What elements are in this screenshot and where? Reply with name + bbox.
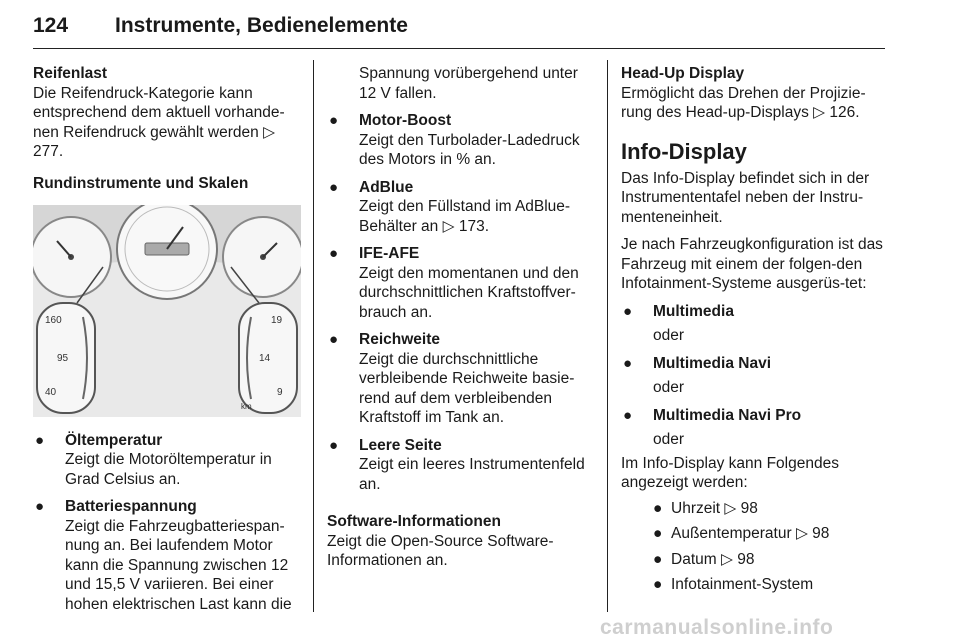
ref-arrow-icon: ▷ <box>813 104 826 121</box>
bullet-icon: ● <box>329 331 339 348</box>
bullet-icon: ● <box>623 302 633 320</box>
chapter-title: Instrumente, Bedienelemente <box>115 14 408 37</box>
rundinstrumente-title: Rundinstrumente und Skalen <box>33 174 249 192</box>
item-text: Zeigt den Turbolader-Ladedruck des Motors in % an. <box>359 131 580 168</box>
column-1 <box>33 64 303 614</box>
display-item: ● Uhrzeit ▷ 98 <box>653 499 758 517</box>
system-item <box>621 406 885 450</box>
list-item <box>33 497 303 614</box>
system-name: Multimedia Navi <box>653 354 771 372</box>
continued-text: Spannung vorübergehend unter 12 V fallen. <box>359 65 578 102</box>
page-number: 124 <box>33 14 69 37</box>
gauge-right-label-0: 19 <box>271 315 283 326</box>
page-header <box>33 14 885 48</box>
ref-arrow-icon: ▷ <box>795 525 808 542</box>
bullet-icon: ● <box>653 550 663 568</box>
system-separator: oder <box>653 431 685 448</box>
reifenlast-text: Die Reifendruck-Kategorie kann entsprechend dem aktuell vorhande-nen Reifendruck gewählt werden ▷ 277. <box>33 84 285 160</box>
system-item <box>621 302 885 346</box>
gauge-right-unit: km <box>241 402 252 411</box>
bullet-icon: ● <box>653 499 663 517</box>
bullet-icon: ● <box>623 354 633 372</box>
item-text: Zeigt den momentanen und den durchschnittlichen Kraftstoffver-brauch an. <box>359 264 579 321</box>
item-text: Zeigt ein leeres Instrumentenfeld an. <box>359 456 585 493</box>
info-paragraph-1: Das Info-Display befindet sich in der Instrumententafel neben der Instru-menteneinheit. <box>621 169 870 226</box>
list-item <box>327 111 592 170</box>
list-item <box>33 431 303 490</box>
header-rule <box>33 48 885 49</box>
gauge-left-label-1: 95 <box>57 353 69 364</box>
bullet-icon: ● <box>329 245 339 262</box>
bullet-icon: ● <box>329 178 339 196</box>
ref-arrow-icon: ▷ <box>720 550 733 568</box>
bullet-icon: ● <box>329 112 339 129</box>
column-divider-1 <box>313 60 314 612</box>
item-title: Leere Seite <box>359 436 442 454</box>
bullet-icon: ● <box>329 436 339 454</box>
list-item <box>327 178 592 237</box>
gauge-left-label-2: 40 <box>45 387 57 398</box>
bullet-icon: ● <box>653 525 663 542</box>
system-name: Multimedia Navi Pro <box>653 406 802 424</box>
display-item: ● Datum ▷ 98 <box>653 550 755 568</box>
item-title: Reichweite <box>359 331 440 348</box>
list-item <box>327 244 592 322</box>
bullet-icon: ● <box>623 406 633 424</box>
gauge-right-label-2: 9 <box>277 387 283 398</box>
list-item <box>327 436 592 495</box>
hud-text: Ermöglicht das Drehen der Projizie-rung des Head-up-Displays ▷ 126. <box>621 84 866 121</box>
item-text: Zeigt den Füllstand im AdBlue-Behälter an ▷ 173. <box>359 198 571 235</box>
hud-title: Head-Up Display <box>621 65 745 82</box>
gauge-left-label-0: 160 <box>45 315 62 326</box>
info-paragraph-2: Je nach Fahrzeugkonfiguration ist das Fahrzeug mit einem der folgen-den Infotainment-Systeme ausgerüs-tet: <box>621 236 883 292</box>
bullet-icon: ● <box>35 498 45 515</box>
reifenlast-title: Reifenlast <box>33 65 108 82</box>
item-ref: 173. <box>458 217 489 235</box>
item-title: AdBlue <box>359 178 414 196</box>
column-2 <box>327 64 592 571</box>
column-divider-2 <box>607 60 608 612</box>
info-paragraph-3: Im Info-Display kann Folgendes angezeigt werden: <box>621 454 839 491</box>
ref-arrow-icon: ▷ <box>263 123 275 141</box>
system-name: Multimedia <box>653 302 734 320</box>
item-title: Öltemperatur <box>65 431 163 449</box>
info-display-heading: Info-Display <box>621 138 747 164</box>
system-separator: oder <box>653 327 685 344</box>
watermark: carmanualsonline.info <box>600 616 834 639</box>
hud-ref: 126. <box>829 104 860 121</box>
column-3 <box>621 64 885 595</box>
display-item: ● Infotainment-System <box>653 576 814 593</box>
software-title: Software-Informationen <box>327 513 501 530</box>
item-title: IFE-AFE <box>359 245 420 262</box>
software-text: Zeigt die Open-Source Software-Informationen an. <box>327 532 554 569</box>
instrument-cluster-figure <box>33 205 301 417</box>
reifenlast-ref: 277. <box>33 143 64 160</box>
item-text: Zeigt die durchschnittliche verbleibende Reichweite basie-rend auf dem verbleibenden Kraftstoff im Tank an. <box>359 350 575 426</box>
system-separator: oder <box>653 379 685 396</box>
bullet-icon: ● <box>653 576 663 593</box>
bullet-icon: ● <box>35 431 45 449</box>
system-item <box>621 354 885 398</box>
ref-arrow-icon: ▷ <box>442 217 455 235</box>
item-title: Batteriespannung <box>65 498 197 515</box>
display-item: ● Außentemperatur ▷ 98 <box>653 525 830 542</box>
item-text: Zeigt die Motoröltemperatur in Grad Celsius an. <box>65 451 272 488</box>
gauge-right-label-1: 14 <box>259 353 271 364</box>
item-text: Zeigt die Fahrzeugbatteriespan-nung an. Bei laufendem Motor kann die Spannung zwischen 12 und 15,5 V variieren. Bei einer hohen elektrischen Last kann die <box>65 517 292 613</box>
ref-arrow-icon: ▷ <box>724 499 737 517</box>
list-item <box>327 330 592 428</box>
item-title: Motor-Boost <box>359 112 452 129</box>
